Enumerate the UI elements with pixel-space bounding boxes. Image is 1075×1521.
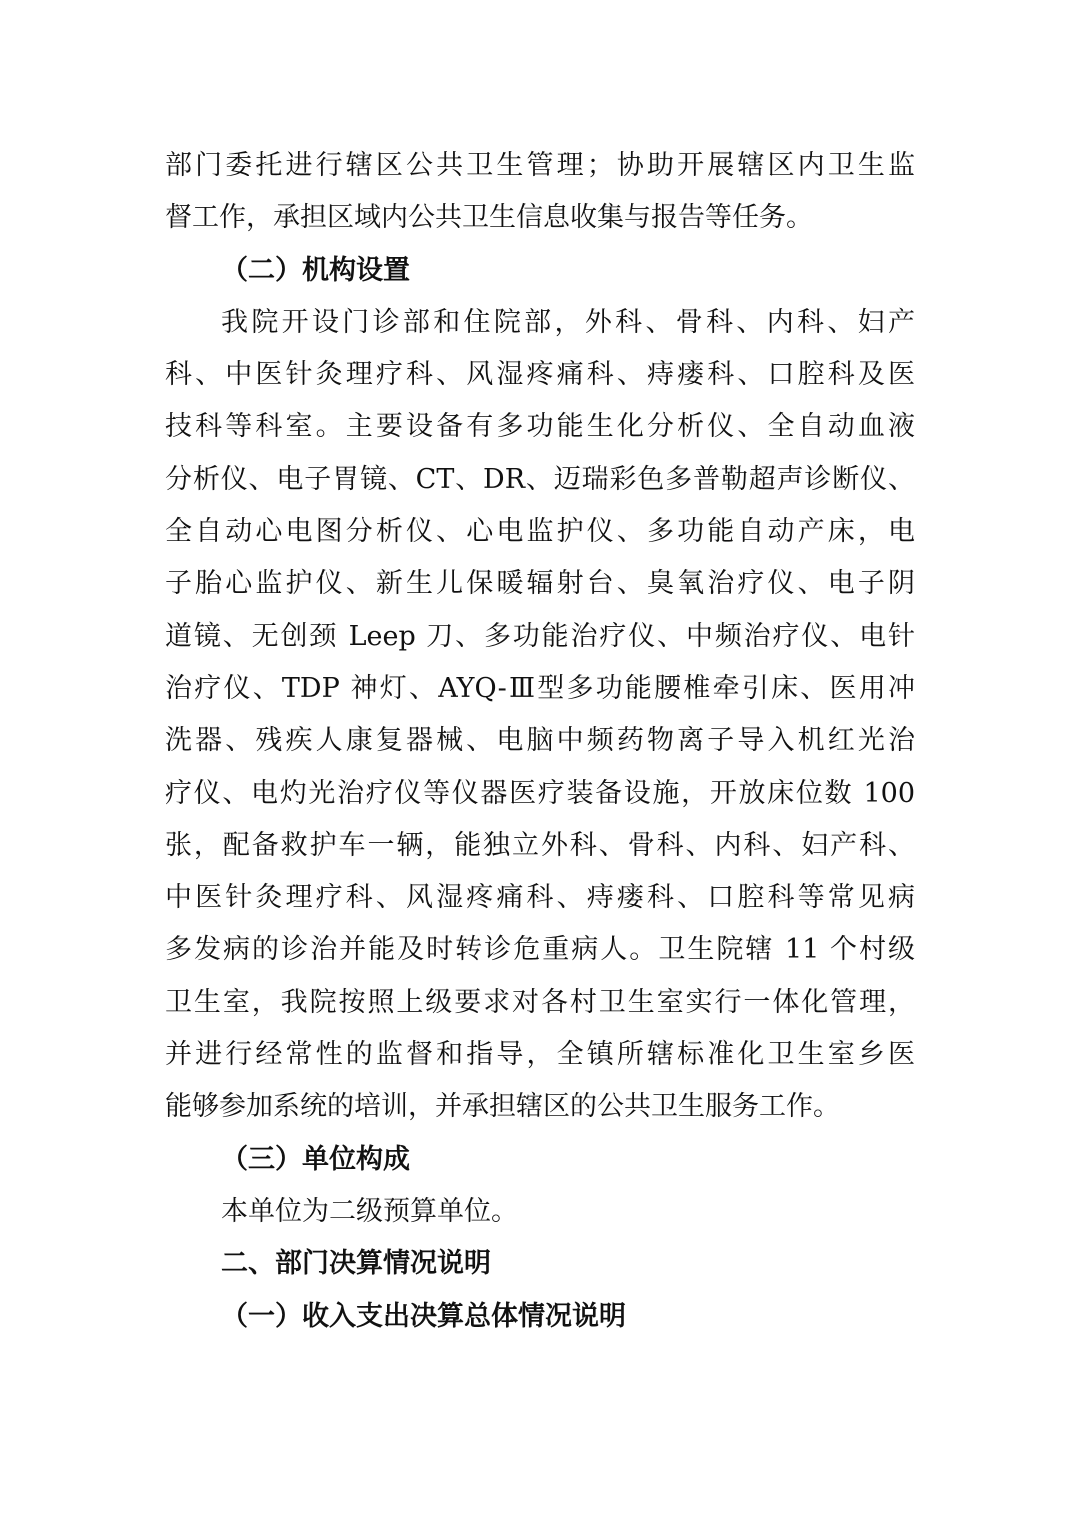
paragraph-line: 分析仪、电子胃镜、CT、DR、迈瑞彩色多普勒超声诊断仪、 — [165, 463, 915, 495]
paragraph-line: 道镜、无创颈 Leep 刀、多功能治疗仪、中频治疗仪、电针 — [165, 620, 915, 652]
paragraph-line: 部门委托进行辖区公共卫生管理；协助开展辖区内卫生监 — [165, 150, 915, 181]
paragraph-line: 多发病的诊治并能及时转诊危重病人。卫生院辖 11 个村级 — [165, 934, 915, 966]
section-heading-unit: （三）单位构成 — [221, 1143, 410, 1175]
paragraph-line: 我院开设门诊部和住院部，外科、骨科、内科、妇产 — [221, 306, 915, 338]
section-heading-income-expense: （一）收入支出决算总体情况说明 — [221, 1300, 626, 1332]
paragraph-line: 治疗仪、TDP 神灯、AYQ-Ⅲ型多功能腰椎牵引床、医用冲 — [165, 672, 915, 704]
paragraph-line: 能够参加系统的培训，并承担辖区的公共卫生服务工作。 — [165, 1091, 840, 1123]
document-body — [165, 140, 915, 1343]
paragraph-line: 督工作，承担区域内公共卫生信息收集与报告等任务。 — [165, 202, 813, 234]
section-heading-org-setup: （二）机构设置 — [221, 254, 410, 286]
paragraph-line: 洗器、残疾人康复器械、电脑中频药物离子导入机红光治 — [165, 725, 915, 757]
paragraph-line: 疗仪、电灼光治疗仪等仪器医疗装备设施，开放床位数 100 — [165, 777, 915, 809]
paragraph-line: 科、中医针灸理疗科、风湿疼痛科、痔瘘科、口腔科及医 — [165, 359, 915, 391]
paragraph-line: 张，配备救护车一辆，能独立外科、骨科、内科、妇产科、 — [165, 829, 915, 861]
paragraph-line: 子胎心监护仪、新生儿保暖辐射台、臭氧治疗仪、电子阴 — [165, 568, 915, 600]
paragraph-line: 并进行经常性的监督和指导，全镇所辖标准化卫生室乡医 — [165, 1039, 915, 1071]
paragraph-line: 全自动心电图分析仪、心电监护仪、多功能自动产床，电 — [165, 516, 915, 548]
section-heading-final-accounts: 二、部门决算情况说明 — [221, 1248, 491, 1280]
paragraph-line: 本单位为二级预算单位。 — [221, 1195, 518, 1227]
paragraph-line: 卫生室，我院按照上级要求对各村卫生室实行一体化管理， — [165, 986, 915, 1018]
paragraph-line: 技科等科室。主要设备有多功能生化分析仪、全自动血液 — [165, 411, 915, 443]
paragraph-line: 中医针灸理疗科、风湿疼痛科、痔瘘科、口腔科等常见病 — [165, 882, 915, 914]
